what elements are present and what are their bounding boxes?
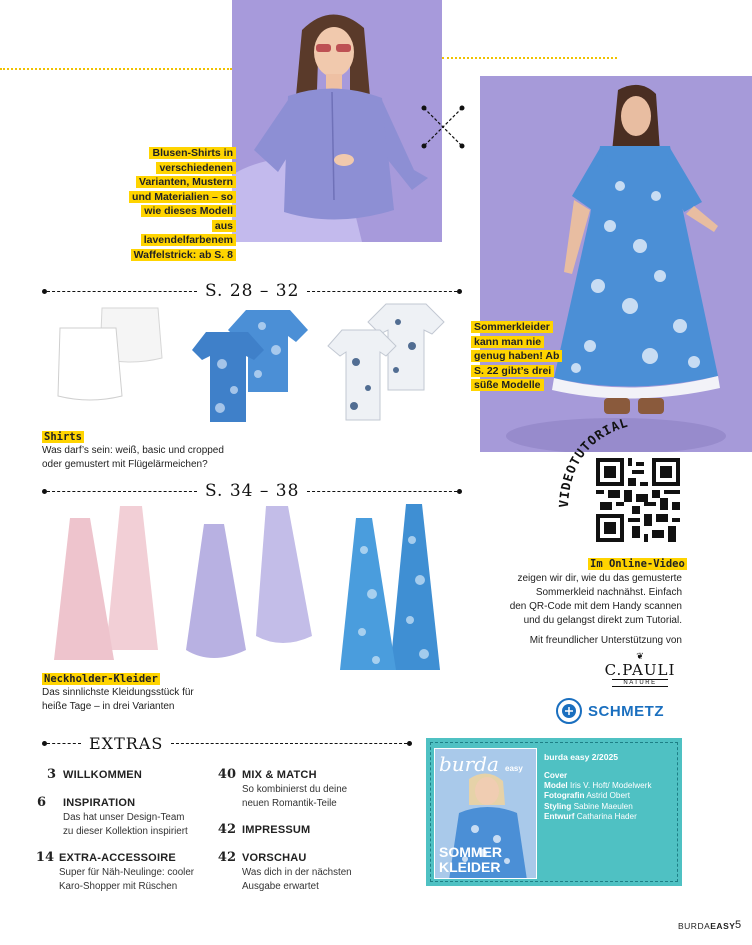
extras-title[interactable]: INSPIRATION <box>63 797 136 809</box>
caption-blouse <box>128 146 236 262</box>
qr-code-icon[interactable] <box>596 458 680 542</box>
caption-line: Varianten, Mustern <box>136 176 236 188</box>
cover-headline-1: SOMMER <box>439 844 502 860</box>
video-label-text: Im Online-Video <box>590 558 685 570</box>
caption-line: und Materialien – so <box>129 191 236 203</box>
schmetz-name: SCHMETZ <box>588 702 664 720</box>
cover-heading: burda easy 2/2025 <box>544 752 619 762</box>
desc-line: oder gemustert mit Flügelärmeichen? <box>42 458 208 470</box>
video-label <box>588 558 687 570</box>
label-shirts <box>42 431 84 443</box>
heading-dash <box>47 291 197 292</box>
extras-sub-line: Ausgabe erwartet <box>242 880 319 892</box>
sponsor-schmetz-logo[interactable] <box>556 698 664 724</box>
decor-dotted-line <box>0 68 232 70</box>
label-dresses <box>42 673 160 685</box>
video-text <box>480 572 682 628</box>
heading-dot <box>457 489 462 494</box>
cover-logo-small: easy <box>505 764 523 773</box>
video-vertical-text: VIDEOTUTORIAL <box>556 414 631 509</box>
sponsor-cpauli-logo[interactable] <box>598 652 682 687</box>
extras-page-number: 40 <box>217 767 236 782</box>
schmetz-emblem-icon <box>556 698 582 724</box>
photo-model-summer-dress <box>480 76 752 452</box>
desc-shirts <box>42 444 224 471</box>
extras-sub-line: Super für Näh-Neulinge: cooler <box>59 867 195 878</box>
section-heading-extras <box>42 734 412 753</box>
caption-line: kann man nie <box>471 336 544 348</box>
heading-dash <box>307 491 457 492</box>
extras-title[interactable]: EXTRA-ACCESSOIRE <box>59 852 176 864</box>
extras-page-number: 42 <box>217 822 236 837</box>
desc-line: Was darf’s sein: weiß, basic und cropped <box>42 445 224 456</box>
video-line: und du gelangst direkt zum Tutorial. <box>523 615 682 626</box>
extras-sub-line: Was dich in der nächsten <box>242 867 352 878</box>
section-title: S. 34 – 38 <box>205 481 300 501</box>
extras-page-number: 42 <box>217 850 236 865</box>
caption-summer <box>471 320 571 393</box>
page-number: 5 <box>735 919 742 931</box>
heading-dot <box>407 741 412 746</box>
cpauli-name: C.PAULI <box>604 661 676 679</box>
footer-brand-light: BURDA <box>678 921 711 931</box>
extras-sub <box>63 811 188 838</box>
desc-dresses <box>42 686 194 713</box>
caption-line: aus lavendelfarbenem <box>141 220 236 247</box>
cpauli-sub: NATURE <box>612 679 668 687</box>
caption-line: Waffelstrick: ab S. 8 <box>131 249 236 261</box>
desc-line: Das sinnlichste Kleidungsstück für <box>42 687 194 698</box>
photo-model-blouse <box>232 0 442 242</box>
heading-dash <box>47 743 81 744</box>
credit-key: Entwurf <box>544 811 575 821</box>
magazine-cover-thumbnail <box>434 748 537 879</box>
heading-dash <box>171 743 407 744</box>
cpauli-ornament-icon: ❦ <box>636 651 644 661</box>
credit-key: Model <box>544 781 568 791</box>
extras-sub <box>59 866 194 893</box>
video-line: den QR-Code mit dem Handy scannen <box>509 601 682 612</box>
credit-value: Iris V. Hoft/ Modelwerk <box>569 781 652 791</box>
credit-value: Catharina Hader <box>576 811 637 821</box>
caption-line: S. 22 gibt’s drei <box>471 365 554 377</box>
extras-title[interactable]: IMPRESSUM <box>242 824 311 836</box>
section-heading-dresses <box>42 481 462 501</box>
cover-headline-2: KLEIDER <box>439 859 501 875</box>
support-text: Mit freundlicher Unterstützung von <box>529 635 682 646</box>
video-line: Sommerkleid nachnähst. Einfach <box>535 587 682 598</box>
dresses-illustration <box>50 500 450 670</box>
extras-sub-line: zu dieser Kollektion inspiriert <box>63 825 188 837</box>
footer-brand <box>678 921 735 931</box>
extras-title[interactable]: WILLKOMMEN <box>63 769 142 781</box>
extras-page-number: 6 <box>36 795 46 810</box>
caption-line: Sommerkleider <box>471 321 553 333</box>
shirts-illustration <box>50 300 470 426</box>
footer-brand-bold: EASY <box>710 921 736 931</box>
caption-line: Blusen-Shirts in <box>149 147 236 159</box>
section-title: EXTRAS <box>89 734 164 753</box>
decor-cross-icon <box>420 104 466 150</box>
caption-line: verschiedenen <box>156 162 236 174</box>
extras-page-number: 3 <box>46 767 56 782</box>
cover-credits <box>544 771 652 822</box>
label-text: Neckholder-Kleider <box>44 673 158 685</box>
heading-dash <box>47 491 197 492</box>
caption-line: genug haben! Ab <box>471 350 562 362</box>
heading-dot <box>457 289 462 294</box>
extras-sub <box>242 866 352 893</box>
label-text: Shirts <box>44 431 82 443</box>
extras-sub <box>242 783 347 810</box>
heading-dash <box>307 291 457 292</box>
decor-dotted-line <box>442 57 617 59</box>
extras-sub-line: Das hat unser Design-Team <box>63 812 185 823</box>
caption-line: süße Modelle <box>471 379 544 391</box>
credit-value: Astrid Obert <box>586 791 630 801</box>
credit-key: Cover <box>544 771 568 780</box>
section-heading-shirts <box>42 281 462 301</box>
cover-logo: burda <box>439 752 499 776</box>
extras-sub-line: neuen Romantik-Teile <box>242 797 337 809</box>
caption-line: wie dieses Modell <box>141 205 236 217</box>
extras-sub-line: Karo-Shopper mit Rüschen <box>59 880 178 892</box>
extras-sub-line: So kombinierst du deine <box>242 784 348 795</box>
video-line: zeigen wir dir, wie du das gemusterte <box>517 573 682 584</box>
extras-title[interactable]: VORSCHAU <box>242 852 307 864</box>
section-title: S. 28 – 32 <box>205 281 300 301</box>
extras-page-number: 14 <box>35 850 54 865</box>
extras-title[interactable]: MIX & MATCH <box>242 769 317 781</box>
credit-key: Fotografin <box>544 791 585 801</box>
credit-value: Sabine Maeulen <box>573 801 633 811</box>
desc-line: heiße Tage – in drei Varianten <box>42 700 175 712</box>
credit-key: Styling <box>544 801 572 811</box>
